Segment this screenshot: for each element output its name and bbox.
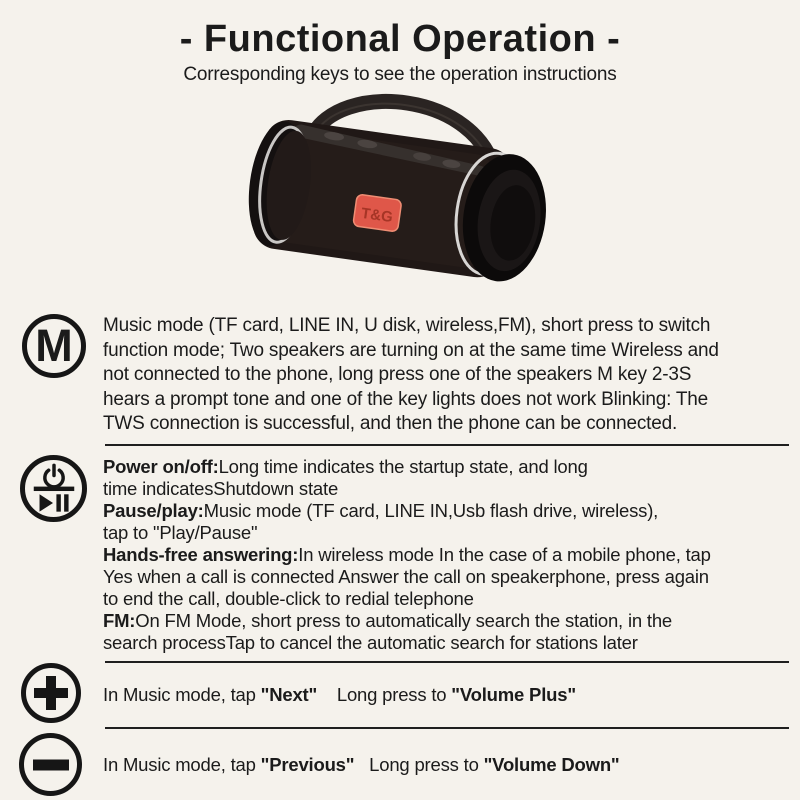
text-line	[103, 339, 800, 364]
text-segment: Yes when a call is connected Answer the call on speakerphone, press again	[103, 566, 709, 587]
text-segment: search processTap to cancel the automatic search for stations later	[103, 632, 638, 653]
text-segment: FM:	[103, 610, 136, 631]
text-segment: Hands-free answering:	[103, 544, 299, 565]
text-line	[103, 610, 800, 632]
text-line	[103, 588, 800, 610]
text-line	[103, 522, 800, 544]
text-segment: "Volume Down"	[483, 754, 620, 775]
text-segment: hears a prompt tone and one of the key lights does not work Blinking: The	[103, 388, 709, 410]
text-line	[103, 388, 800, 413]
section-divider	[105, 661, 789, 663]
text-line	[103, 544, 800, 566]
volume-plus-instructions	[103, 684, 800, 706]
text-segment: Music mode (TF card, LINE IN, U disk, wireless,FM), short press to switch	[103, 315, 711, 336]
text-segment: Power on/off:	[103, 456, 219, 477]
section-divider	[105, 727, 789, 729]
text-segment: Music mode (TF card, LINE IN,Usb flash drive, wireless),	[203, 500, 659, 521]
speaker-illustration	[230, 84, 570, 312]
text-line	[103, 363, 800, 388]
m-key-icon	[22, 314, 86, 378]
text-segment: In Music mode, tap	[103, 754, 261, 775]
brand-badge-text: T&G	[360, 204, 394, 227]
text-segment: Long press to	[317, 684, 452, 705]
power-play-instructions	[103, 456, 800, 654]
text-line	[103, 566, 800, 588]
plus-key-icon	[21, 663, 81, 723]
text-segment: "Volume Plus"	[451, 684, 576, 705]
text-line	[103, 456, 800, 478]
text-segment: In Music mode, tap	[103, 684, 261, 705]
text-segment: Long press to	[354, 754, 484, 775]
music-mode-instructions	[103, 314, 800, 437]
text-line	[103, 478, 800, 500]
text-segment: function mode; Two speakers are turning on at the same time Wireless and	[103, 339, 719, 361]
page-title: - Functional Operation -	[179, 18, 621, 60]
text-segment: Pause/play:	[103, 500, 204, 521]
minus-key-icon	[19, 733, 82, 796]
text-line	[103, 684, 800, 706]
page-subtitle: Corresponding keys to see the operation instructions	[183, 64, 617, 85]
speaker-product-image	[230, 84, 570, 312]
text-line	[103, 314, 800, 339]
text-segment: In wireless mode In the case of a mobile phone, tap	[298, 544, 711, 565]
text-segment: TWS connection is successful, and then the phone can be connected.	[103, 413, 678, 434]
text-segment: Long time indicates the startup state, and long	[218, 456, 588, 477]
text-segment: time indicatesShutdown state	[103, 478, 339, 499]
text-line	[103, 632, 800, 654]
text-segment: On FM Mode, short press to automatically search the station, in the	[135, 610, 672, 631]
text-segment: not connected to the phone, long press one of the speakers M key 2-3S	[103, 364, 692, 385]
text-segment: tap to "Play/Pause"	[103, 522, 258, 543]
minus-glyph	[25, 739, 77, 791]
plus-glyph	[26, 668, 76, 718]
text-line	[103, 754, 800, 776]
text-line	[103, 500, 800, 522]
power-playpause-glyph	[27, 462, 81, 516]
power-playpause-icon	[20, 455, 87, 522]
text-line	[103, 412, 800, 437]
m-key-letter: M	[35, 319, 73, 371]
text-segment: "Next"	[260, 684, 318, 705]
text-segment: "Previous"	[260, 754, 355, 775]
text-segment: to end the call, double-click to redial telephone	[103, 588, 474, 609]
volume-down-instructions	[103, 754, 800, 776]
section-divider	[105, 444, 789, 446]
